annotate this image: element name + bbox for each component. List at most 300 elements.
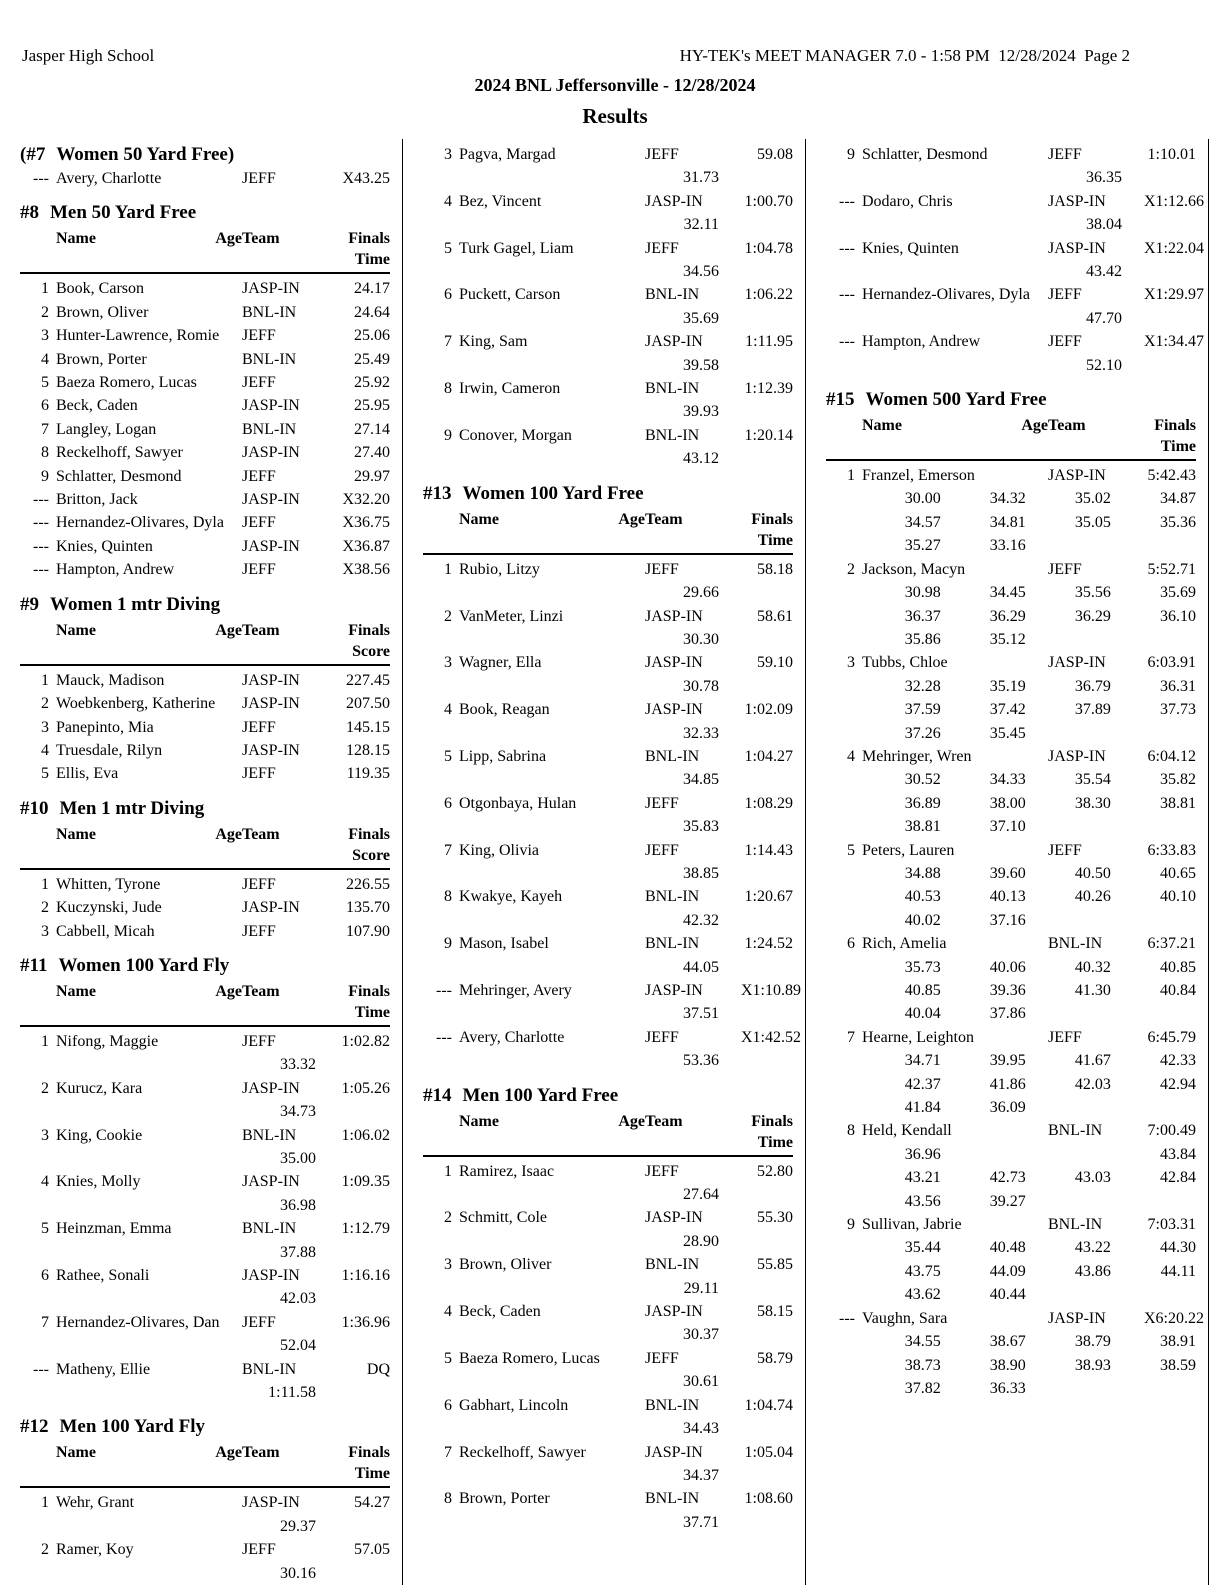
- entry-team: JASP-IN: [1048, 747, 1106, 765]
- entry-team: JEFF: [242, 765, 276, 783]
- split-time: [1111, 1190, 1196, 1213]
- entry-team: JEFF: [242, 467, 276, 485]
- split-time: 35.19: [989, 677, 1026, 695]
- split-time: 39.95: [989, 1052, 1026, 1070]
- entry-place: 7: [847, 1028, 855, 1046]
- result-entry: [423, 1160, 793, 1207]
- split-row: 52.04: [280, 1337, 316, 1355]
- entry-name: Woebkenberg, Katherine: [56, 695, 216, 713]
- entry-place: 3: [444, 654, 452, 672]
- split-row: [826, 979, 1196, 1002]
- age-column-header: Age: [215, 825, 242, 843]
- results-column: [403, 139, 806, 1585]
- split-time: 39.27: [989, 1192, 1026, 1210]
- split-time: 43.84: [1159, 1145, 1196, 1163]
- split-time: 35.02: [1074, 490, 1111, 508]
- entry-result: 1:05.26: [341, 1079, 390, 1097]
- split-row: [826, 698, 1196, 721]
- report-info: HY-TEK's MEET MANAGER 7.0 - 1:58 PM 12/28/2024 Page 2: [679, 46, 1130, 65]
- place-column-header: [20, 228, 52, 270]
- result-entry: [826, 237, 1204, 284]
- entry-team: BNL-IN: [645, 935, 700, 953]
- result-row: [20, 394, 390, 417]
- team-column-header: Team: [242, 825, 280, 843]
- entry-place: 4: [847, 747, 855, 765]
- score-column-header: Finals Time: [751, 1112, 793, 1151]
- entry-name: Truesdale, Rilyn: [56, 741, 163, 759]
- split-row: 36.35: [1086, 169, 1122, 187]
- entry-result: 1:36.96: [341, 1313, 390, 1331]
- entry-name: Puckett, Carson: [459, 286, 561, 304]
- result-row: [826, 237, 1204, 260]
- entry-place: 3: [41, 922, 49, 940]
- split-time: 37.86: [989, 1005, 1026, 1023]
- entry-name: Wagner, Ella: [459, 654, 542, 672]
- split-row: [826, 1236, 1196, 1259]
- entry-place: 9: [847, 1216, 855, 1234]
- split-row: [826, 1283, 1196, 1306]
- result-entry: [20, 1491, 390, 1538]
- entry-result: 1:20.14: [744, 426, 793, 444]
- split-time: [1026, 1002, 1111, 1025]
- result-row: [20, 277, 390, 300]
- split-time: 42.37: [904, 1075, 941, 1093]
- entry-name: Brown, Oliver: [56, 303, 149, 321]
- entry-name: Hearne, Leighton: [862, 1028, 974, 1046]
- result-entry: [423, 1026, 801, 1073]
- score-column-header: Finals Score: [348, 825, 390, 864]
- result-row: [423, 330, 793, 353]
- result-row: [423, 1026, 801, 1049]
- split-time: 40.65: [1159, 864, 1196, 882]
- entry-place: 1: [41, 875, 49, 893]
- entry-place: 1: [847, 467, 855, 485]
- score-column-header: Finals Time: [348, 982, 390, 1021]
- meet-title: 2024 BNL Jeffersonville - 12/28/2024: [474, 75, 756, 95]
- entry-name: Jackson, Macyn: [862, 560, 966, 578]
- result-row: [20, 739, 390, 762]
- entry-result: 55.30: [757, 1209, 793, 1227]
- entry-team: JEFF: [242, 514, 276, 532]
- entry-place: 6: [41, 397, 49, 415]
- name-column-header: Name: [56, 982, 96, 1000]
- result-row: [423, 283, 793, 306]
- name-age-column-header: [455, 509, 645, 551]
- event-section: [826, 388, 1204, 1400]
- entry-place: 1: [41, 671, 49, 689]
- entry-place: 8: [847, 1122, 855, 1140]
- split-row: 42.03: [280, 1290, 316, 1308]
- event-title: [20, 1415, 390, 1439]
- entry-team: JEFF: [242, 922, 276, 940]
- split-row: [826, 885, 1196, 908]
- result-entry: [20, 669, 390, 692]
- result-row: [423, 190, 793, 213]
- split-time: 38.93: [1074, 1356, 1111, 1374]
- result-row: [20, 920, 390, 943]
- entry-name: Vaughn, Sara: [862, 1309, 948, 1327]
- split-time: 34.57: [904, 513, 941, 531]
- entry-result: 27.40: [354, 444, 390, 462]
- result-entry: [423, 330, 793, 377]
- result-row: [20, 1217, 390, 1240]
- event-name: Men 100 Yard Fly: [59, 1416, 205, 1438]
- event-title: [20, 593, 390, 617]
- split-time: 30.98: [904, 584, 941, 602]
- result-row: [826, 330, 1204, 353]
- result-entry: [20, 394, 390, 417]
- split-row: 37.51: [683, 1005, 719, 1023]
- entry-result: 25.06: [354, 327, 390, 345]
- entry-name: Knies, Quinten: [56, 537, 153, 555]
- split-time: 38.90: [989, 1356, 1026, 1374]
- split-row: [826, 1330, 1196, 1353]
- split-time: [1111, 722, 1196, 745]
- split-time: 40.48: [989, 1239, 1026, 1257]
- event-name: Men 100 Yard Free: [462, 1084, 619, 1106]
- entry-name: Rubio, Litzy: [459, 560, 540, 578]
- entry-result: 1:10.01: [1147, 146, 1196, 163]
- entry-place: 9: [41, 467, 49, 485]
- split-time: 38.91: [1159, 1333, 1196, 1351]
- entry-team: JASP-IN: [1048, 239, 1106, 257]
- result-entry: [423, 237, 793, 284]
- entry-name: Brown, Porter: [459, 1490, 550, 1508]
- split-row: 36.98: [280, 1196, 316, 1214]
- entry-place: 5: [444, 747, 452, 765]
- column-header-row: [423, 1111, 793, 1157]
- entry-team: JEFF: [242, 561, 276, 579]
- split-row: [826, 1073, 1196, 1096]
- split-time: 43.56: [904, 1192, 941, 1210]
- entry-name: VanMeter, Linzi: [459, 607, 564, 625]
- entry-name: Sullivan, Jabrie: [862, 1216, 962, 1234]
- split-row: [826, 1354, 1196, 1377]
- entry-place: 4: [41, 1173, 49, 1191]
- result-row: [20, 558, 390, 581]
- entry-place: 2: [847, 560, 855, 578]
- entry-name: Wehr, Grant: [56, 1494, 135, 1512]
- event-title: [20, 201, 390, 225]
- split-time: [1111, 1002, 1196, 1025]
- result-row: [20, 511, 390, 534]
- entry-result: 52.80: [757, 1162, 793, 1180]
- split-time: 41.84: [904, 1099, 941, 1117]
- entry-result: 54.27: [354, 1494, 390, 1512]
- split-time: 34.55: [904, 1333, 941, 1351]
- split-time: 35.44: [904, 1239, 941, 1257]
- entry-result: 1:08.29: [744, 794, 793, 812]
- place-column-header: [20, 981, 52, 1023]
- entry-result: X1:42.52: [741, 1028, 801, 1046]
- split-time: 37.89: [1074, 701, 1111, 719]
- entry-name: Cabbell, Micah: [56, 922, 155, 940]
- name-column-header: Name: [862, 417, 902, 435]
- entry-result: 1:06.22: [744, 286, 793, 304]
- entry-name: King, Olivia: [459, 841, 539, 859]
- column-header-row: [20, 1442, 390, 1488]
- entry-name: Turk Gagel, Liam: [459, 239, 574, 257]
- result-row: [20, 896, 390, 919]
- result-entry: [20, 1170, 390, 1217]
- entry-name: Hernandez-Olivares, Dyla: [862, 286, 1030, 304]
- entry-result: 25.95: [354, 397, 390, 415]
- entry-place: 5: [41, 765, 49, 783]
- entry-team: BNL-IN: [645, 747, 700, 765]
- entry-result: X43.25: [342, 170, 390, 187]
- result-row: [423, 424, 793, 447]
- result-row: [423, 979, 801, 1002]
- result-row: [826, 283, 1204, 306]
- event-number: #11: [20, 954, 48, 976]
- entry-name: Hernandez-Olivares, Dyla: [56, 514, 224, 532]
- entry-name: Mehringer, Wren: [862, 747, 972, 765]
- result-row: [826, 1307, 1204, 1330]
- split-row: 43.12: [683, 450, 719, 468]
- result-entry: [20, 739, 390, 762]
- name-age-column-header: [52, 824, 242, 866]
- split-row: [826, 1096, 1196, 1119]
- entry-result: 6:45.79: [1147, 1028, 1196, 1046]
- entry-name: Knies, Quinten: [862, 239, 959, 257]
- entry-place: ---: [33, 491, 49, 509]
- column-header-row: [826, 415, 1196, 461]
- result-entry: [826, 1026, 1196, 1120]
- split-row: 34.56: [683, 263, 719, 281]
- age-column-header: Age: [215, 230, 242, 248]
- split-row: [826, 1260, 1196, 1283]
- result-entry: [20, 762, 390, 785]
- entry-name: Gabhart, Lincoln: [459, 1396, 569, 1414]
- entry-name: Mason, Isabel: [459, 935, 549, 953]
- entry-team: BNL-IN: [242, 303, 297, 321]
- split-row: 52.10: [1086, 356, 1122, 374]
- entry-place: ---: [436, 982, 452, 999]
- entry-result: X1:22.04: [1144, 239, 1204, 257]
- split-row: [826, 862, 1196, 885]
- result-row: [20, 1030, 390, 1053]
- split-time: 44.30: [1159, 1239, 1196, 1257]
- split-time: 43.03: [1074, 1169, 1111, 1187]
- entry-team: JASP-IN: [645, 333, 703, 351]
- result-entry: [20, 1358, 390, 1405]
- entry-team: JASP-IN: [1048, 467, 1106, 485]
- event-number: #9: [20, 593, 39, 615]
- name-column-header: Name: [56, 1444, 96, 1462]
- result-entry: [423, 1441, 793, 1488]
- event-name: Women 50 Yard Free): [56, 144, 235, 165]
- result-entry: [20, 873, 390, 896]
- result-entry: [20, 324, 390, 347]
- entry-place: 2: [41, 1541, 49, 1559]
- entry-place: 5: [444, 239, 452, 257]
- split-time: 37.42: [989, 701, 1026, 719]
- event-section: [423, 1084, 793, 1535]
- entry-result: 27.14: [354, 420, 390, 438]
- split-time: 34.33: [989, 771, 1026, 789]
- entry-name: Kwakye, Kayeh: [459, 888, 563, 906]
- result-entry: [826, 464, 1196, 558]
- entry-result: 1:09.35: [341, 1173, 390, 1191]
- split-time: 41.86: [989, 1075, 1026, 1093]
- name-column-header: Name: [56, 230, 96, 248]
- result-row: [826, 745, 1196, 768]
- split-row: 37.71: [683, 1513, 719, 1531]
- entry-name: King, Sam: [459, 333, 528, 351]
- entry-name: Baeza Romero, Lucas: [56, 374, 197, 392]
- split-time: 35.45: [989, 724, 1026, 742]
- split-time: 40.04: [904, 1005, 941, 1023]
- entry-result: 59.10: [757, 654, 793, 672]
- result-row: [826, 143, 1196, 166]
- results-heading: Results: [582, 104, 648, 128]
- entry-name: Kurucz, Kara: [56, 1079, 143, 1097]
- entry-name: Ramirez, Isaac: [459, 1162, 555, 1180]
- split-time: [1026, 1283, 1111, 1306]
- entry-name: Rich, Amelia: [862, 935, 947, 953]
- team-column-header: Team: [645, 510, 683, 528]
- split-time: 44.09: [989, 1262, 1026, 1280]
- entry-team: JASP-IN: [242, 1173, 300, 1191]
- result-row: [423, 377, 793, 400]
- entry-team: JASP-IN: [645, 1303, 703, 1321]
- entry-result: 1:04.78: [744, 239, 793, 257]
- entry-result: 1:04.74: [744, 1396, 793, 1414]
- entry-name: Otgonbaya, Hulan: [459, 794, 577, 812]
- split-time: 43.62: [904, 1286, 941, 1304]
- split-time: [1026, 722, 1111, 745]
- name-age-column-header: [52, 1442, 242, 1484]
- event-section: [423, 482, 801, 1073]
- result-row: [826, 1213, 1196, 1236]
- entry-place: 7: [444, 1443, 452, 1461]
- entry-team: JEFF: [1048, 841, 1082, 859]
- result-entry: [826, 1119, 1196, 1213]
- entry-place: 3: [444, 1256, 452, 1274]
- entry-place: 1: [41, 1494, 49, 1512]
- event-section: [20, 593, 390, 786]
- event-section: [20, 1415, 390, 1585]
- split-time: 32.28: [904, 677, 941, 695]
- result-row: [423, 237, 793, 260]
- entry-place: 4: [444, 192, 452, 210]
- entry-place: 7: [41, 420, 49, 438]
- split-time: 43.75: [904, 1262, 941, 1280]
- split-time: 35.05: [1074, 513, 1111, 531]
- entry-name: Knies, Molly: [56, 1173, 141, 1191]
- entry-team: JEFF: [242, 170, 276, 187]
- team-column-header: Team: [242, 1444, 280, 1462]
- split-time: 38.59: [1159, 1356, 1196, 1374]
- entry-name: Baeza Romero, Lucas: [459, 1349, 600, 1367]
- result-entry: [423, 932, 793, 979]
- entry-team: JASP-IN: [242, 444, 300, 462]
- entry-place: 2: [41, 1079, 49, 1097]
- entry-place: 6: [847, 935, 855, 953]
- entry-place: ---: [839, 333, 855, 351]
- result-row: [423, 745, 793, 768]
- entry-team: JEFF: [242, 875, 276, 893]
- entry-place: ---: [33, 514, 49, 532]
- entry-result: X1:10.89: [741, 982, 801, 999]
- entry-team: JEFF: [645, 841, 679, 859]
- entry-result: X38.56: [342, 561, 390, 579]
- result-row: [20, 324, 390, 347]
- split-row: [826, 487, 1196, 510]
- entry-name: Tubbs, Chloe: [862, 654, 948, 672]
- score-column-header: Finals Time: [751, 510, 793, 549]
- result-entry: [826, 283, 1204, 330]
- split-row: 29.66: [683, 584, 719, 602]
- split-time: 34.87: [1159, 490, 1196, 508]
- event-title: [423, 482, 793, 506]
- entry-team: JEFF: [645, 794, 679, 812]
- result-entry: [20, 1538, 390, 1585]
- entry-name: Hunter-Lawrence, Romie: [56, 327, 220, 345]
- result-entry: [20, 896, 390, 919]
- entry-place: 1: [444, 560, 452, 578]
- entry-result: 1:12.79: [341, 1220, 390, 1238]
- entry-team: JASP-IN: [242, 695, 300, 713]
- split-row: 30.37: [683, 1326, 719, 1344]
- entry-result: 6:37.21: [1147, 935, 1196, 953]
- result-entry: [826, 330, 1204, 377]
- split-time: 35.82: [1159, 771, 1196, 789]
- entry-team: JEFF: [645, 560, 679, 578]
- split-time: 40.26: [1074, 888, 1111, 906]
- entry-name: King, Cookie: [56, 1126, 143, 1144]
- split-time: 38.30: [1074, 794, 1111, 812]
- result-entry: [423, 1300, 793, 1347]
- entry-name: Ellis, Eva: [56, 765, 119, 783]
- event-section: [20, 143, 390, 190]
- result-row: [20, 1264, 390, 1287]
- split-time: [1026, 1096, 1111, 1119]
- entry-name: Book, Reagan: [459, 701, 550, 719]
- result-row: [423, 1300, 793, 1323]
- entry-team: BNL-IN: [645, 1256, 700, 1274]
- split-time: 40.32: [1074, 958, 1111, 976]
- split-time: 43.21: [904, 1169, 941, 1187]
- entry-team: JASP-IN: [645, 607, 703, 625]
- entry-place: 1: [41, 1032, 49, 1050]
- result-entry: [20, 535, 390, 558]
- name-age-column-header: [52, 228, 242, 270]
- result-entry: [20, 1264, 390, 1311]
- result-row: [423, 651, 793, 674]
- split-row: 38.85: [683, 864, 719, 882]
- event-name: Women 1 mtr Diving: [50, 593, 221, 615]
- entry-place: 1: [41, 280, 49, 298]
- result-entry: [423, 1394, 793, 1441]
- entry-place: 8: [41, 444, 49, 462]
- entry-name: Dodaro, Chris: [862, 192, 953, 210]
- entry-result: 6:33.83: [1147, 841, 1196, 859]
- split-time: 36.10: [1159, 607, 1196, 625]
- result-row: [423, 1487, 793, 1510]
- split-row: 35.69: [683, 309, 719, 327]
- entry-team: JASP-IN: [242, 1267, 300, 1284]
- result-row: [20, 1170, 390, 1193]
- entry-team: JASP-IN: [1048, 192, 1106, 210]
- result-row: [423, 792, 793, 815]
- entry-result: 58.18: [757, 560, 793, 578]
- entry-name: Schlatter, Desmond: [862, 146, 988, 163]
- result-row: [423, 698, 793, 721]
- event-number: #12: [20, 1416, 49, 1438]
- result-row: [20, 348, 390, 371]
- split-time: 34.88: [904, 864, 941, 882]
